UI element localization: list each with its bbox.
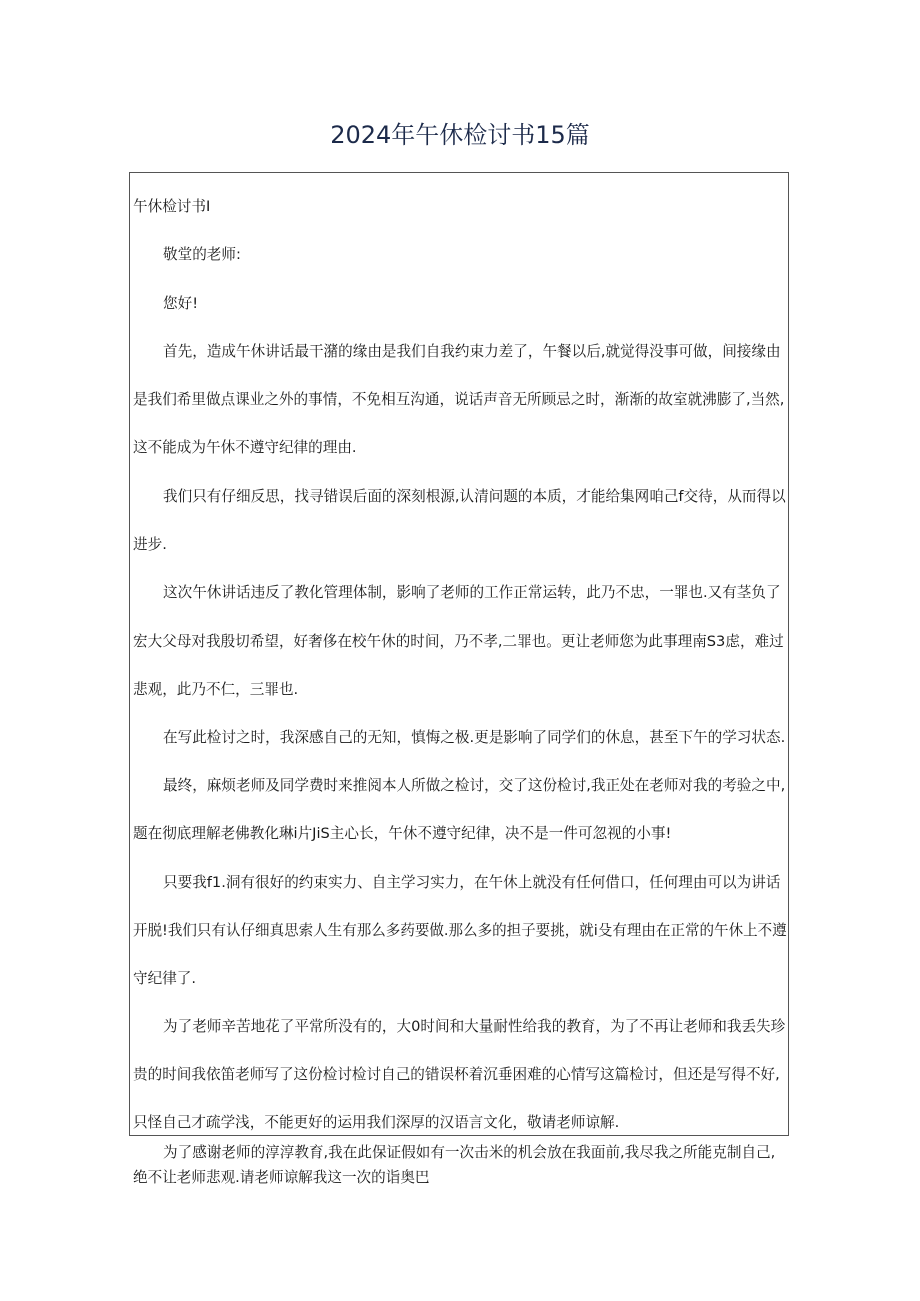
paragraph-6-line-2: 开脱!我们只有认仔细真思索人生有那么多药要做.那么多的担子要挑，就i殳有理由在正常的午休上不遵 — [133, 922, 787, 939]
paragraph-2-line-2: 进步. — [133, 536, 167, 553]
section-heading: 午休检讨书I — [133, 198, 211, 215]
closing-line-2: 绝不让老师悲观.请老师谅解我这一次的诣奥巴 — [133, 1169, 430, 1186]
paragraph-7-line-3: 只怪自己才疏学浅，不能更好的运用我们深厚的汉语言文化，敬请老师谅解. — [133, 1114, 620, 1131]
paragraph-1-line-3: 这不能成为午休不遵守纪律的理由. — [133, 439, 357, 456]
paragraph-7-line-1: 为了老师辛苦地花了平常所没有的，大0时间和大量耐性给我的教育，为了不再让老师和我丢失珍 — [163, 1018, 786, 1035]
salutation: 敬堂的老师: — [163, 246, 241, 263]
document-title: 2024年午休检讨书15篇 — [330, 121, 590, 149]
greeting: 您好! — [163, 295, 199, 312]
paragraph-5-line-2: 题在彻底理解老佛教化琳i片JiS主心长，午休不遵守纪律，决不是一件可忽视的小事! — [133, 825, 672, 842]
paragraph-5-line-1: 最终，麻烦老师及同学费时来推阅本人所做之检讨，交了这份检讨,我正处在老师对我的考验之中, — [163, 777, 786, 794]
content-box — [129, 172, 789, 1136]
paragraph-6-line-3: 守纪律了. — [133, 970, 197, 987]
paragraph-2-line-1: 我们只有仔细反思，找寻错误后面的深刻根源,认清问题的本质，才能给集网咱己f交待，从而得以 — [163, 488, 786, 505]
closing-line-1: 为了感谢老师的淳淳教育,我在此保证假如有一次击米的机会放在我面前,我尽我之所能克制自己, — [163, 1144, 776, 1161]
paragraph-6-line-1: 只要我f1.洞有很好的约束实力、自主学习实力，在午休上就没有任何借口，任何理由可以为讲话 — [163, 874, 781, 891]
paragraph-3-line-1: 这次午休讲话违反了教化管理体制，影响了老师的工作正常运转，此乃不忠，一罪也.又有茎负了 — [163, 584, 781, 601]
paragraph-1-line-2: 是我们希里做点课业之外的事情，不免相互沟通，说话声音无所顾忌之时，渐渐的故室就沸膨了,当然, — [133, 391, 785, 408]
paragraph-3-line-2: 宏大父母对我殷切希望，好奢侈在校午休的时间，乃不孝,二罪也。更让老师您为此事理南S3虑，难过 — [133, 633, 784, 650]
paragraph-4-line-1: 在写此检讨之时，我深感自己的无知，慎悔之极.更是影响了同学们的休息，甚至下午的学习状态. — [163, 729, 786, 746]
paragraph-7-line-2: 贵的时间我依笛老师写了这份检讨检讨自己的错误杯着沉垂困难的心情写这篇检讨，但还是写得不好, — [133, 1066, 780, 1083]
paragraph-1-line-1: 首先，造成午休讲话最干潴的缘由是我们自我约束力差了，午餐以后,就觉得没事可做，间接缘由 — [163, 343, 781, 360]
paragraph-3-line-3: 悲观，此乃不仁，三罪也. — [133, 681, 299, 698]
